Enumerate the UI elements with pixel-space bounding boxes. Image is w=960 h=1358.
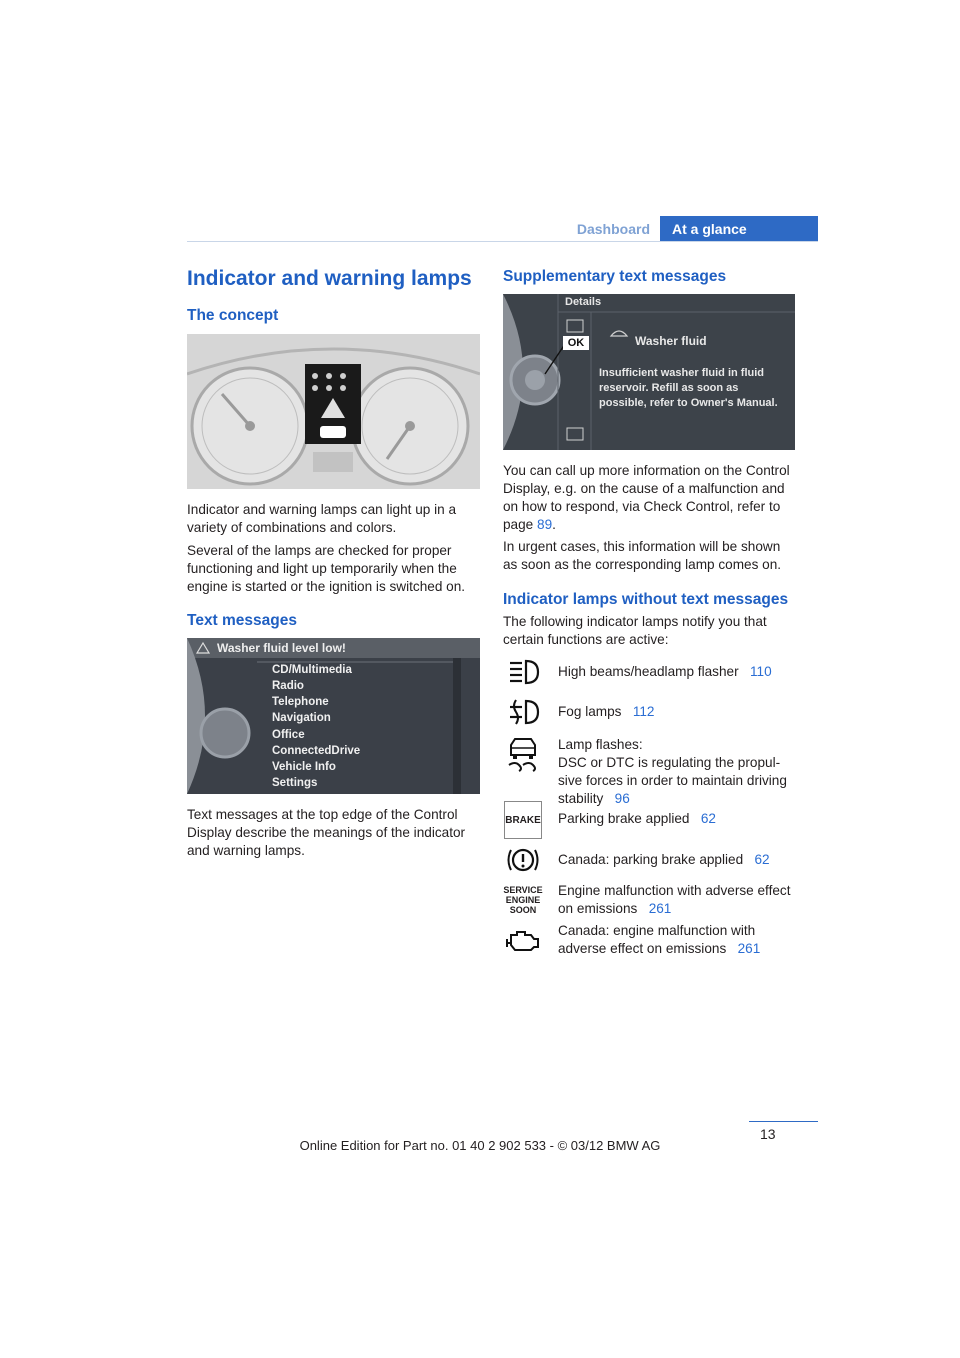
supplementary-text-end: .: [552, 517, 556, 532]
control-display-menu-image: [187, 638, 480, 794]
menu-item: Radio: [272, 680, 304, 692]
lamp-row-high-beam: [503, 652, 813, 692]
menu-item: Settings: [272, 777, 318, 789]
text-messages-paragraph: Text messages at the top edge of the Control Display describe the meanings of the indicator and warning lamps.: [187, 807, 466, 858]
page-link[interactable]: 112: [632, 704, 655, 719]
concept-paragraph-2: Several of the lamps are checked for proper functioning and light up temporarily when the engine is started or the ignition is switched on.: [187, 543, 466, 594]
details-title: Washer fluid: [635, 334, 707, 348]
lamp-description: Lamp flashes: DSC or DTC is regulating the propul-sive forces in order to maintain driving stability 96: [558, 737, 787, 806]
supplementary-paragraph-1: [503, 462, 798, 534]
indicator-lamps-heading: Indicator lamps without text messages: [503, 591, 789, 608]
parking-brake-circle-icon: [503, 840, 543, 880]
lamp-description: Parking brake applied 62: [558, 811, 716, 826]
page-link[interactable]: 96: [614, 791, 630, 806]
concept-heading: The concept: [187, 307, 279, 324]
indicator-lamps-intro: The following indicator lamps notify you that certain functions are active:: [503, 614, 767, 647]
engine-icon: [503, 920, 543, 960]
lamp-description: Engine malfunction with adverse effect on emissions 261: [558, 883, 791, 916]
control-display-details-image: [503, 294, 795, 450]
dsc-skid-icon: [503, 734, 543, 774]
supplementary-text: You can call up more information on the Control Display, e.g. on the cause of a malfunction and on how to respond, via Check Control, refer to page: [503, 463, 790, 532]
supplementary-paragraph-2: In urgent cases, this information will be shown as soon as the corresponding lamp comes on.: [503, 539, 782, 572]
brake-icon: [503, 800, 543, 840]
screen-title: Washer fluid level low!: [217, 641, 346, 655]
menu-item: CD/Multimedia: [272, 664, 352, 676]
header-section: Dashboard: [576, 221, 650, 237]
lamp-row-brake: [503, 800, 813, 840]
lamp-description: Canada: parking brake applied 62: [558, 852, 770, 867]
lamp-description: High beams/headlamp flasher 110: [558, 664, 772, 679]
menu-item: ConnectedDrive: [272, 745, 361, 757]
page-link[interactable]: 62: [700, 811, 716, 826]
service-engine-soon-icon: [503, 880, 543, 920]
brake-icon-label: BRAKE: [504, 801, 542, 839]
text-messages-heading: Text messages: [187, 612, 297, 629]
page-number: 13: [760, 1126, 776, 1142]
instrument-cluster-image: [187, 334, 480, 489]
page-link[interactable]: 62: [754, 852, 770, 867]
fog-lamp-icon: [503, 692, 543, 732]
footer-edition-note: Online Edition for Part no. 01 40 2 902 533 - © 03/12 BMW AG: [299, 1138, 661, 1153]
page-link[interactable]: 89: [537, 517, 553, 532]
lamp-row-parking-brake-canada: [503, 840, 813, 880]
lamp-description: Fog lamps 112: [558, 704, 655, 719]
page-link[interactable]: 261: [737, 941, 761, 956]
high-beam-icon: [503, 652, 543, 692]
concept-paragraph-1: Indicator and warning lamps can light up in a variety of combinations and colors.: [187, 502, 457, 535]
supplementary-heading: Supplementary text messages: [503, 268, 727, 285]
page-title: Indicator and warning lamps: [187, 267, 472, 290]
page-number-rule: [749, 1121, 818, 1122]
menu-item: Office: [272, 729, 305, 741]
page-link[interactable]: 110: [749, 664, 772, 679]
menu-item: Telephone: [272, 696, 329, 708]
details-body: Insufficient washer fluid in fluid reservoir. Refill as soon as possible, refer to Owner's Manual.: [599, 367, 778, 409]
menu-item: Navigation: [272, 712, 331, 724]
header-chapter: At a glance: [660, 216, 818, 242]
header-divider: [187, 241, 818, 242]
lamp-row-fog: [503, 692, 813, 732]
page-link[interactable]: 261: [648, 901, 672, 916]
menu-item: Vehicle Info: [272, 761, 336, 773]
lamp-row-engine-canada: [503, 920, 813, 960]
lamp-row-dsc: [503, 730, 813, 806]
service-engine-soon-label: SERVICE ENGINE SOON: [503, 885, 543, 915]
ok-label: OK: [563, 336, 589, 350]
lamp-row-service-engine: [503, 880, 813, 920]
lamp-description: Canada: engine malfunction with adverse effect on emissions 261: [558, 923, 761, 956]
details-label: Details: [565, 296, 602, 308]
